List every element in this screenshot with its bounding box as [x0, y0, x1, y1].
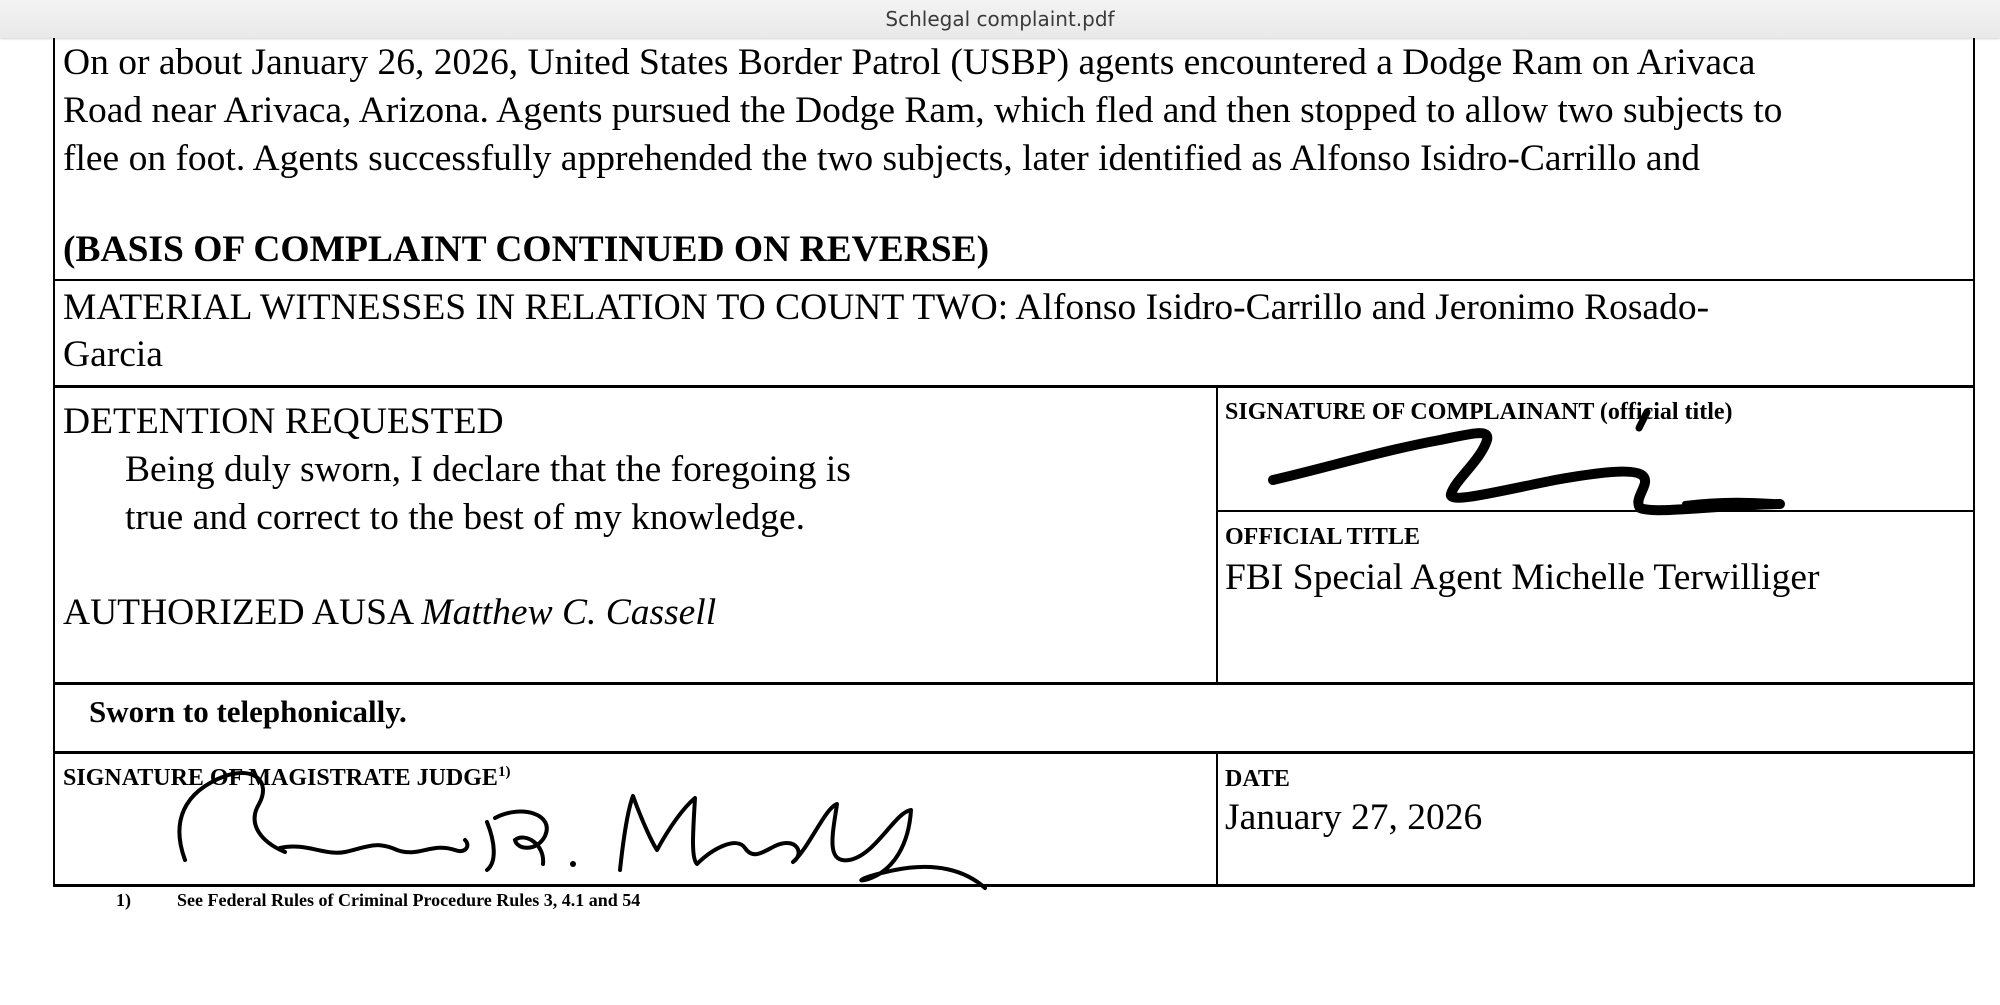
sworn-note: Sworn to telephonically. — [89, 694, 407, 729]
judge-signature — [165, 752, 995, 912]
official-title-label: OFFICIAL TITLE — [1225, 524, 1420, 550]
judge-sig-footnote-ref: 1) — [497, 764, 511, 780]
form-border-right — [1973, 38, 1975, 887]
date-value: January 27, 2026 — [1225, 797, 1483, 838]
divider-basis — [53, 279, 1975, 281]
basis-line-1: On or about January 26, 2026, United States Border Patrol (USBP) agents encountered a Dodge Ram on Arivaca — [63, 42, 1756, 83]
ausa-label: AUTHORIZED AUSA — [63, 592, 412, 633]
basis-line-3: flee on foot. Agents successfully apprehended the two subjects, later identified as Alfonso Isidro-Carrillo and — [63, 138, 1701, 179]
judge-sig-label-text: SIGNATURE OF MAGISTRATE JUDGE — [63, 765, 498, 791]
complainant-sig-label-text: SIGNATURE OF COMPLAINANT — [1225, 399, 1594, 425]
detention-heading: DETENTION REQUESTED — [63, 401, 504, 442]
official-title-value: FBI Special Agent Michelle Terwilliger — [1225, 557, 1820, 598]
complainant-signature — [1265, 388, 1780, 518]
column-divider-upper — [1216, 386, 1218, 684]
window-title: Schlegal complaint.pdf — [885, 7, 1115, 31]
ausa-row — [63, 589, 716, 637]
ausa-name: Matthew C. Cassell — [421, 592, 717, 633]
window-titlebar — [0, 0, 2000, 38]
column-divider-lower — [1216, 752, 1218, 887]
material-witnesses-line-2: Garcia — [63, 334, 163, 375]
basis-line-2: Road near Arivaca, Arizona. Agents pursued the Dodge Ram, which fled and then stopped to allow two subjects to — [63, 90, 1783, 131]
continued-notice: (BASIS OF COMPLAINT CONTINUED ON REVERSE) — [63, 229, 990, 270]
oath-line-1: Being duly sworn, I declare that the foregoing is — [125, 449, 851, 490]
complainant-sig-label-suffix: (official title) — [1599, 399, 1733, 425]
signature-dot — [570, 861, 576, 867]
divider-detention — [53, 682, 1975, 685]
footnote-number: 1) — [116, 890, 131, 910]
material-witnesses-line-1: MATERIAL WITNESSES IN RELATION TO COUNT TWO: Alfonso Isidro-Carrillo and Jeronimo Rosado- — [63, 287, 1710, 328]
form-border-left — [53, 38, 55, 887]
footnote-text: See Federal Rules of Criminal Procedure Rules 3, 4.1 and 54 — [177, 890, 641, 910]
date-label: DATE — [1225, 766, 1290, 792]
oath-line-2: true and correct to the best of my knowledge. — [125, 497, 805, 538]
